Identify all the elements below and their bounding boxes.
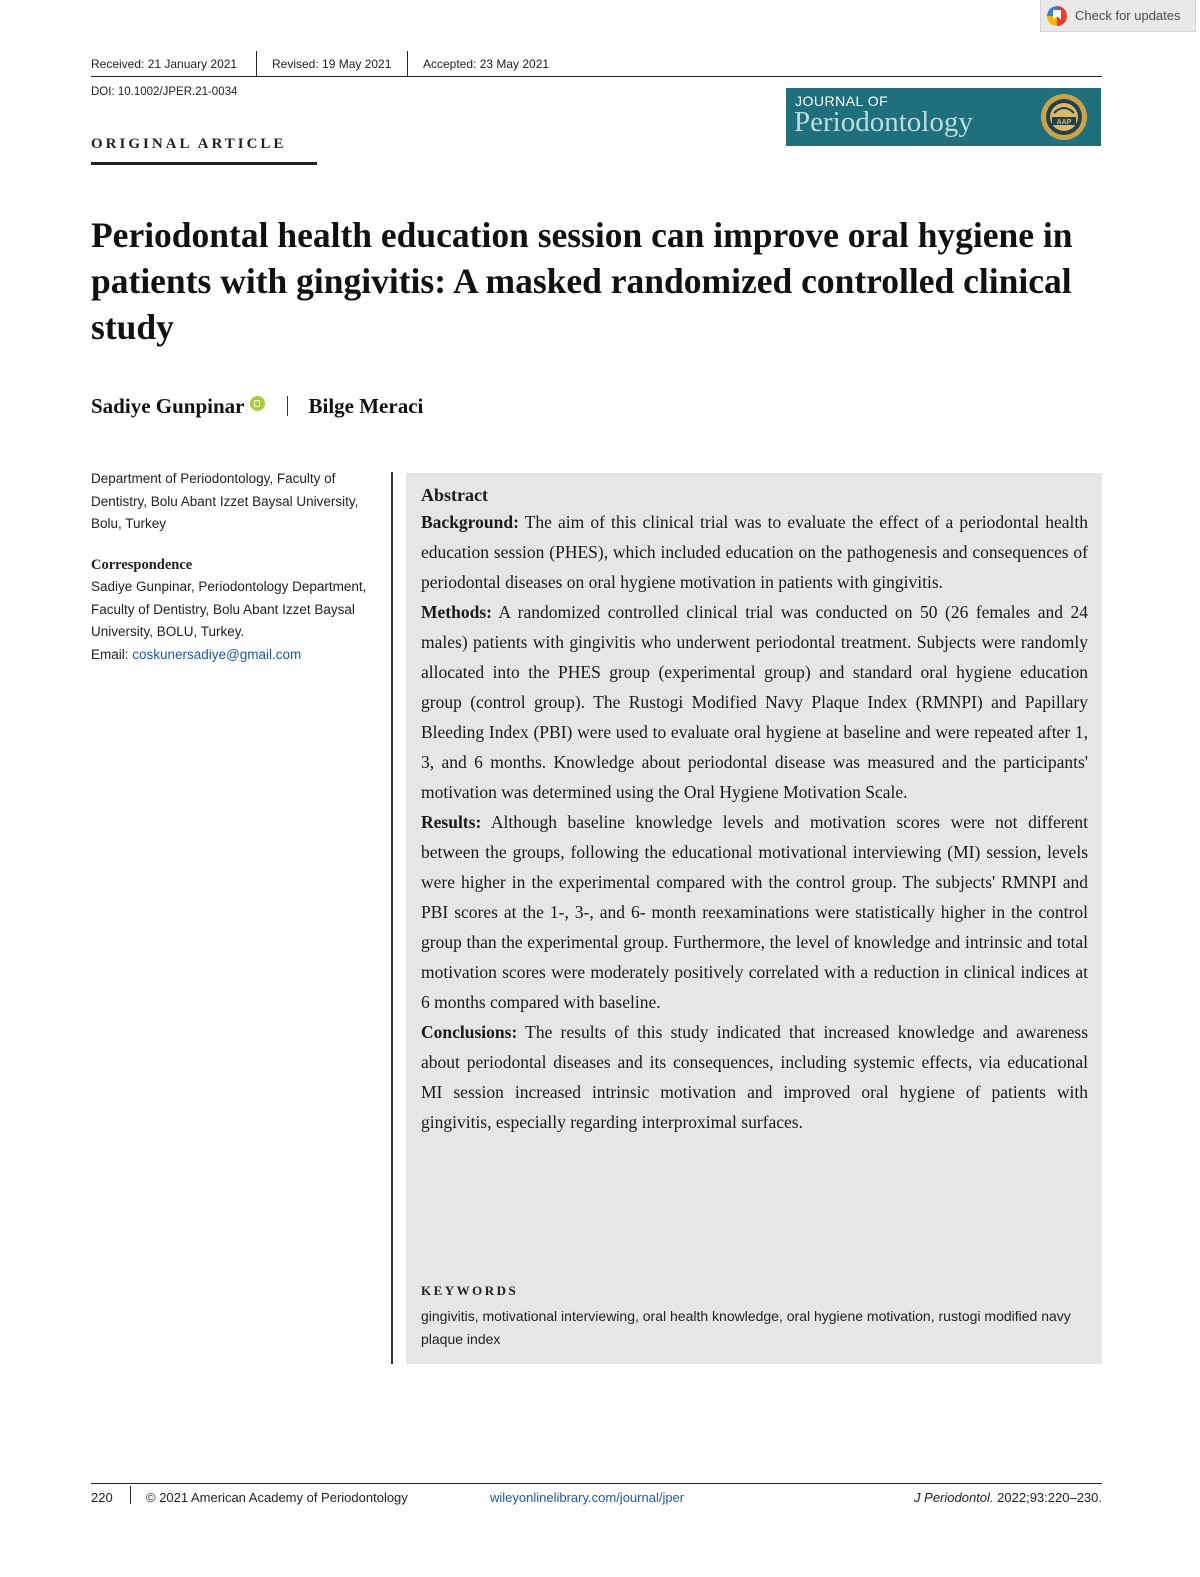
doi: DOI: 10.1002/JPER.21-0034 — [91, 86, 238, 98]
crossmark-icon — [1047, 6, 1067, 26]
journal-logo-line2: Periodontology — [794, 106, 973, 138]
orcid-icon[interactable] — [250, 396, 265, 411]
article-history — [91, 55, 1101, 77]
journal-url — [490, 1490, 684, 1505]
email-label: Email: — [91, 646, 133, 662]
abstract-conclusions — [421, 1017, 1088, 1137]
author-list — [91, 394, 423, 419]
journal-logo-line1: JOURNAL OF — [795, 93, 889, 109]
keywords-heading: KEYWORDS — [421, 1283, 519, 1298]
footer-divider — [130, 1486, 131, 1504]
background-label: Background: — [421, 512, 519, 532]
methods-text: A randomized controlled clinical trial was conducted on 50 (26 females and 24 males) patients with gingivitis who underwent periodontal treatment. Subjects were randomly allocated into the PHES group (experimental group) and standard oral hygiene education group (control group). The Rustogi Modified Navy Plaque Index (RMNPI) and Papillary Bleeding Index (PBI) were used to evaluate oral hygiene at baseline and were repeated after 1, 3, and 6 months. Knowledge about periodontal disease was measured and the participants' motivation was determined using the Oral Hygiene Motivation Scale. — [421, 602, 1088, 802]
affiliation-column — [91, 468, 381, 666]
copyright: © 2021 American Academy of Periodontology — [146, 1490, 408, 1505]
results-text: Although baseline knowledge levels and motivation scores were not different between the groups, following the educational motivational interviewing (MI) session, levels were higher in the experimental compared with the control group. The subjects' RMNPI and PBI scores at the 1-, 3-, and 6- month reexaminations were statistically higher in the control group than the experimental group. Furthermore, the level of knowledge and intrinsic and total motivation scores were moderately positively correlated with a reduction in clinical indices at 6 months compared with baseline. — [421, 812, 1088, 1012]
keywords-text: gingivitis, motivational interviewing, oral health knowledge, oral hygiene motivation, rustogi modified navy plaque index — [421, 1308, 1071, 1347]
seal-text: AAP — [1056, 119, 1072, 126]
article-type-underline — [91, 162, 317, 165]
history-divider — [407, 51, 408, 76]
revised-date: Revised: 19 May 2021 — [272, 57, 392, 71]
citation — [914, 1490, 1102, 1505]
article-title: Periodontal health education session can improve oral hygiene in patients with gingivitis: A masked randomized controlled clinical study — [91, 215, 1073, 347]
abstract-methods — [421, 597, 1088, 807]
abstract-background — [421, 507, 1088, 597]
correspondence-heading: Correspondence — [91, 556, 193, 573]
correspondence-text — [91, 576, 381, 666]
abstract-results — [421, 807, 1088, 1017]
check-for-updates-button[interactable] — [1040, 0, 1196, 32]
email-link[interactable]: coskunersadiye@gmail.com — [132, 646, 302, 662]
article-type: ORIGINAL ARTICLE — [91, 136, 287, 152]
conclusions-label: Conclusions: — [421, 1022, 518, 1042]
accepted-date: Accepted: 23 May 2021 — [423, 57, 550, 71]
citation-journal: J Periodontol. — [914, 1490, 994, 1505]
abstract — [421, 483, 1088, 1137]
background-text: The aim of this clinical trial was to evaluate the effect of a periodontal health education session (PHES), which included education on the pathogenesis and consequences of periodontal diseases on oral hygiene motivation in patients with gingivitis. — [421, 512, 1088, 592]
aap-seal-icon — [1040, 93, 1088, 141]
page-number: 220 — [91, 1490, 113, 1505]
conclusions-text: The results of this study indicated that increased knowledge and awareness about periodontal diseases and its consequences, including systemic effects, via educational MI session increased intrinsic motivation and improved oral hygiene of patients with gingivitis, especially regarding interproximal surfaces. — [421, 1022, 1089, 1132]
journal-logo — [786, 88, 1101, 146]
footer-rule — [91, 1483, 1102, 1484]
abstract-box — [406, 473, 1102, 1364]
citation-details: 2022;93:220–230. — [997, 1490, 1102, 1505]
journal-url-link[interactable]: wileyonlinelibrary.com/journal/jper — [490, 1490, 685, 1505]
author-name[interactable]: Sadiye Gunpinar — [91, 394, 245, 418]
check-for-updates-label: Check for updates — [1075, 8, 1181, 23]
correspondence-address: Sadiye Gunpinar, Periodontology Department, Faculty of Dentistry, Bolu Abant Izzet Baysal University, BOLU, Turkey. — [91, 579, 367, 639]
header-rule — [91, 76, 1102, 77]
author-name[interactable]: Bilge Meraci — [308, 394, 424, 418]
abstract-heading: Abstract — [421, 485, 488, 505]
received-date: Received: 21 January 2021 — [91, 57, 238, 71]
methods-label: Methods: — [421, 602, 492, 622]
results-label: Results: — [421, 812, 482, 832]
column-rule — [391, 472, 393, 1364]
author-divider — [287, 396, 288, 416]
affiliation: Department of Periodontology, Faculty of Dentistry, Bolu Abant Izzet Baysal University, Bolu, Turkey — [91, 471, 359, 531]
history-divider — [256, 51, 257, 76]
